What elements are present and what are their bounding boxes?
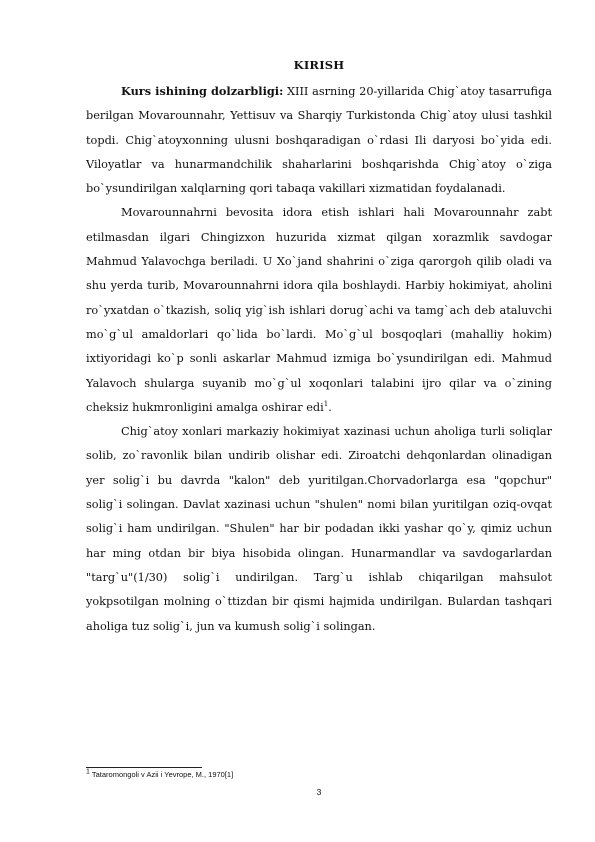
document-body [86, 58, 552, 639]
paragraph-text: Movarounnahrni bevosita idora etish ishlari hali Movarounnahr zabt etilmasdan ilgari Chingizxon huzurida xizmat qilgan xorazmlik savdogar Mahmud Yalavochga beriladi. U Xo`jand shahrini o`ziga qarorgoh qilib oladi va shu yerda turib, Movarounnahrni idora qila boshlaydi. Harbiy hokimiyat, aholini ro`yxatdan o`tkazish, soliq yig`ish ishlari dorug`achi va tamg`ach deb ataluvchi mo`g`ul amaldorlari qo`lida bo`lardi. Mo`g`ul bosqoqlari (mahalliy hokim) ixtiyoridagi ko`p sonli askarlar Mahmud izmiga bo`ysundirilgan edi. Mahmud Yalavoch shularga suyanib mo`g`ul xoqonlari talabini ijro qilar va o`zining cheksiz hukmronligini amalga oshirar edi [86, 206, 552, 414]
paragraph-text: Chig`atoy xonlari markaziy hokimiyat xazinasi uchun aholiga turli soliqlar solib, zo`ravonlik bilan undirib olishar edi. Ziroatchi dehqonlardan olinadigan yer solig`i bu davrda "kalon" deb yuritilgan.Chorvadorlarga esa "qopchur" solig`i solingan. Davlat xazinasi uchun "shulen" nomi bilan yuritilgan oziq-ovqat solig`i ham undirilgan. "Shulen" har bir podadan ikki yashar qo`y, qimiz uchun har ming otdan bir biya hisobida olingan. Hunarmandlar va savdogarlardan "targ`u"(1/30) solig`i undirilgan. Targ`u ishlab chiqarilgan mahsulot yokpsotilgan molning o`ttizdan bir qismi hajmida undirilgan. Bulardan tashqari aholiga tuz solig`i, jun va kumush solig`i solingan. [86, 425, 552, 633]
footnote [86, 770, 233, 779]
paragraph-taxes [86, 420, 552, 639]
paragraph-mahmud-yalavoch [86, 201, 552, 420]
relevance-lead: Kurs ishining dolzarbligi: [121, 84, 284, 98]
section-title: KIRISH [293, 58, 345, 72]
footnote-reference[interactable]: 1 [323, 400, 329, 409]
paragraph-end: . [328, 400, 332, 414]
footnote-mark: 1 [86, 768, 90, 776]
page-number: 3 [316, 787, 322, 797]
paragraph-text: XIII asrning 20-yillarida Chig`atoy tasarrufiga berilgan Movarounnahr, Yettisuv va Sharqiy Turkistonda Chig`atoy ulusi tashkil topdi. Chig`atoyxonning ulusni boshqaradigan o`rdasi Ili daryosi bo`yida edi. Viloyatlar va hunarmandchilik shaharlarini boshqarishda Chig`atoy o`ziga bo`ysundirilgan xalqlarning qori tabaqa vakillari xizmatidan foydalanadi. [86, 85, 552, 196]
footnote-text: Tataromongoli v Azii i Yevrope, M., 1970[1] [89, 770, 234, 779]
paragraph-relevance [86, 79, 552, 201]
footnote-divider [86, 767, 202, 768]
